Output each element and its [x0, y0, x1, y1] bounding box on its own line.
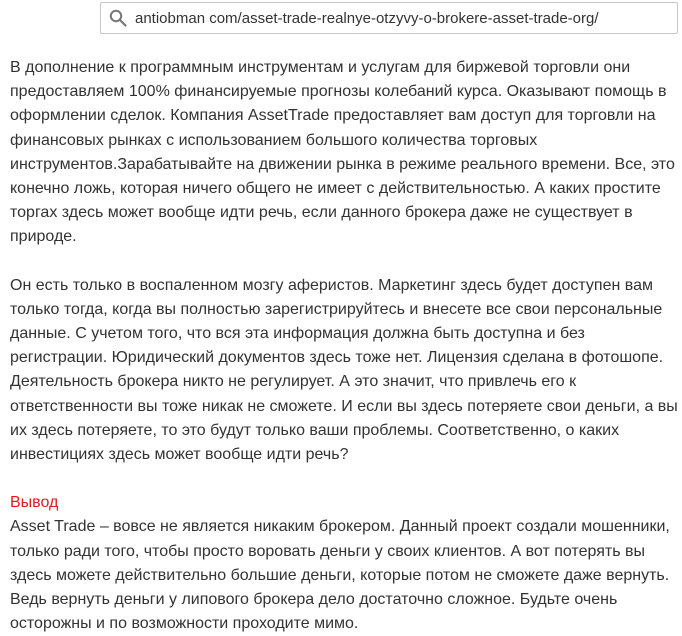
- search-icon: [107, 7, 129, 29]
- address-bar[interactable]: [100, 2, 678, 34]
- conclusion-heading: Вывод: [10, 494, 59, 512]
- article-paragraph: Он есть только в воспаленном мозгу аферистов. Маркетинг здесь будет доступен вам только тогда, когда вы полностью зарегистрируйтесь и внесете все свои персональные данные. С учетом того, что вся эта информация должна быть доступна и без регистрации. Юридический документов здесь тоже нет. Лицензия сделана в фотошопе. Деятельность брокера никто не регулирует. А это значит, что привлечь его к ответственности вы тоже никак не сможете. И если вы здесь потеряете свои деньги, а вы их здесь потеряете, то это будут только ваши проблемы. Соответственно, о каких инвестициях здесь может вообще идти речь?: [10, 276, 678, 464]
- url-text[interactable]: antiobman com/asset-trade-realnye-otzyvy-o-brokere-asset-trade-org/: [135, 9, 599, 27]
- article-paragraph: В дополнение к программным инструментам и услугам для биржевой торговли они предоставляем 100% финансируемые прогнозы колебаний курса. Оказывают помощь в оформлении сделок. Компания AssetTrade предоставляет вам доступ для торговли на финансовых рынках с использованием большого количества торговых инструментов.Зарабатывайте на движении рынка в режиме реального времени. Все, это конечно ложь, которая ничего общего не имеет с действительностью. А каких простите торгах здесь может вообще идти речь, если данного брокера даже не существует в природе.: [10, 59, 675, 246]
- browser-toolbar: [0, 0, 682, 44]
- article-body: [10, 56, 678, 636]
- conclusion-paragraph: Asset Trade – вовсе не является никаким брокером. Данный проект создали мошенники, только ради того, чтобы просто воровать деньги у своих клиентов. А вот потерять вы здесь можете действительно большие деньги, которые потом не сможете даже вернуть. Ведь вернуть деньги у липового брокера дело достаточно сложное. Будьте очень осторожны и по возможности проходите мимо.: [10, 518, 670, 633]
